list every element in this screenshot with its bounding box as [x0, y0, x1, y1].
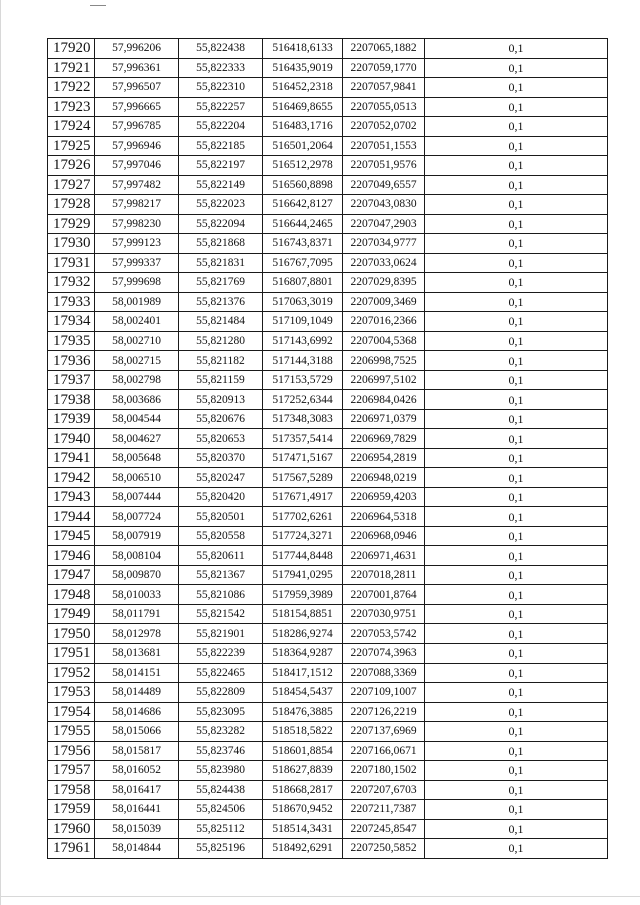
point-number-cell: 17946 — [48, 546, 95, 566]
longitude-cell: 55,821182 — [179, 351, 263, 371]
latitude-cell: 58,008104 — [95, 546, 179, 566]
longitude-cell: 55,821769 — [179, 273, 263, 293]
y-coordinate-cell: 2207126,2219 — [343, 702, 425, 722]
y-coordinate-cell: 2207211,7387 — [343, 800, 425, 820]
y-coordinate-cell: 2207049,6557 — [343, 175, 425, 195]
longitude-cell: 55,820558 — [179, 526, 263, 546]
table-row — [48, 156, 608, 176]
table-row — [48, 663, 608, 683]
longitude-cell: 55,820653 — [179, 429, 263, 449]
x-coordinate-cell: 517941,0295 — [263, 565, 343, 585]
point-number-cell: 17960 — [48, 819, 95, 839]
y-coordinate-cell: 2207065,1882 — [343, 39, 425, 59]
y-coordinate-cell: 2206969,7829 — [343, 429, 425, 449]
x-coordinate-cell: 516642,8127 — [263, 195, 343, 215]
y-coordinate-cell: 2207001,8764 — [343, 585, 425, 605]
latitude-cell: 58,014844 — [95, 839, 179, 859]
x-coordinate-cell: 517252,6344 — [263, 390, 343, 410]
point-number-cell: 17921 — [48, 58, 95, 78]
scan-left-edge — [0, 0, 1, 905]
point-number-cell: 17941 — [48, 448, 95, 468]
longitude-cell: 55,821280 — [179, 331, 263, 351]
table-row — [48, 253, 608, 273]
point-number-cell: 17929 — [48, 214, 95, 234]
longitude-cell: 55,823282 — [179, 722, 263, 742]
latitude-cell: 58,016052 — [95, 761, 179, 781]
longitude-cell: 55,820247 — [179, 468, 263, 488]
accuracy-cell: 0,1 — [425, 643, 608, 663]
accuracy-cell: 0,1 — [425, 214, 608, 234]
x-coordinate-cell: 518364,9287 — [263, 643, 343, 663]
x-coordinate-cell: 517063,3019 — [263, 292, 343, 312]
y-coordinate-cell: 2207250,5852 — [343, 839, 425, 859]
y-coordinate-cell: 2207043,0830 — [343, 195, 425, 215]
accuracy-cell: 0,1 — [425, 585, 608, 605]
x-coordinate-cell: 517567,5289 — [263, 468, 343, 488]
table-row — [48, 234, 608, 254]
latitude-cell: 58,002710 — [95, 331, 179, 351]
accuracy-cell: 0,1 — [425, 819, 608, 839]
x-coordinate-cell: 516743,8371 — [263, 234, 343, 254]
y-coordinate-cell: 2206998,7525 — [343, 351, 425, 371]
longitude-cell: 55,822149 — [179, 175, 263, 195]
table-row — [48, 722, 608, 742]
longitude-cell: 55,823746 — [179, 741, 263, 761]
latitude-cell: 57,999123 — [95, 234, 179, 254]
latitude-cell: 58,012978 — [95, 624, 179, 644]
y-coordinate-cell: 2207004,5368 — [343, 331, 425, 351]
y-coordinate-cell: 2207051,1553 — [343, 136, 425, 156]
latitude-cell: 57,996785 — [95, 117, 179, 137]
table-row — [48, 780, 608, 800]
table-row — [48, 526, 608, 546]
point-number-cell: 17954 — [48, 702, 95, 722]
longitude-cell: 55,821159 — [179, 370, 263, 390]
table-row — [48, 448, 608, 468]
page-bottom-edge — [0, 896, 640, 897]
table-row — [48, 565, 608, 585]
point-number-cell: 17934 — [48, 312, 95, 332]
longitude-cell: 55,822438 — [179, 39, 263, 59]
accuracy-cell: 0,1 — [425, 429, 608, 449]
x-coordinate-cell: 516501,2064 — [263, 136, 343, 156]
y-coordinate-cell: 2207166,0671 — [343, 741, 425, 761]
y-coordinate-cell: 2207088,3369 — [343, 663, 425, 683]
latitude-cell: 58,015039 — [95, 819, 179, 839]
latitude-cell: 58,011791 — [95, 604, 179, 624]
table-row — [48, 117, 608, 137]
x-coordinate-cell: 516512,2978 — [263, 156, 343, 176]
x-coordinate-cell: 516644,2465 — [263, 214, 343, 234]
longitude-cell: 55,821086 — [179, 585, 263, 605]
table-row — [48, 683, 608, 703]
latitude-cell: 58,007724 — [95, 507, 179, 527]
longitude-cell: 55,822465 — [179, 663, 263, 683]
y-coordinate-cell: 2207009,3469 — [343, 292, 425, 312]
point-number-cell: 17940 — [48, 429, 95, 449]
point-number-cell: 17938 — [48, 390, 95, 410]
table-row — [48, 604, 608, 624]
x-coordinate-cell: 516418,6133 — [263, 39, 343, 59]
y-coordinate-cell: 2207057,9841 — [343, 78, 425, 98]
y-coordinate-cell: 2207245,8547 — [343, 819, 425, 839]
longitude-cell: 55,824506 — [179, 800, 263, 820]
point-number-cell: 17926 — [48, 156, 95, 176]
latitude-cell: 58,005648 — [95, 448, 179, 468]
point-number-cell: 17959 — [48, 800, 95, 820]
accuracy-cell: 0,1 — [425, 351, 608, 371]
table-row — [48, 585, 608, 605]
latitude-cell: 58,014686 — [95, 702, 179, 722]
latitude-cell: 58,016417 — [95, 780, 179, 800]
y-coordinate-cell: 2206948,0219 — [343, 468, 425, 488]
accuracy-cell: 0,1 — [425, 331, 608, 351]
table-row — [48, 390, 608, 410]
x-coordinate-cell: 518454,5437 — [263, 683, 343, 703]
accuracy-cell: 0,1 — [425, 156, 608, 176]
y-coordinate-cell: 2207053,5742 — [343, 624, 425, 644]
x-coordinate-cell: 517744,8448 — [263, 546, 343, 566]
point-number-cell: 17942 — [48, 468, 95, 488]
latitude-cell: 57,996206 — [95, 39, 179, 59]
point-number-cell: 17933 — [48, 292, 95, 312]
point-number-cell: 17956 — [48, 741, 95, 761]
point-number-cell: 17927 — [48, 175, 95, 195]
latitude-cell: 57,997046 — [95, 156, 179, 176]
longitude-cell: 55,821901 — [179, 624, 263, 644]
x-coordinate-cell: 518154,8851 — [263, 604, 343, 624]
point-number-cell: 17939 — [48, 409, 95, 429]
table-row — [48, 487, 608, 507]
table-row — [48, 741, 608, 761]
point-number-cell: 17920 — [48, 39, 95, 59]
y-coordinate-cell: 2207207,6703 — [343, 780, 425, 800]
table-row — [48, 39, 608, 59]
longitude-cell: 55,825196 — [179, 839, 263, 859]
latitude-cell: 58,003686 — [95, 390, 179, 410]
latitude-cell: 58,004544 — [95, 409, 179, 429]
y-coordinate-cell: 2206964,5318 — [343, 507, 425, 527]
table-row — [48, 624, 608, 644]
x-coordinate-cell: 516452,2318 — [263, 78, 343, 98]
point-number-cell: 17958 — [48, 780, 95, 800]
longitude-cell: 55,820420 — [179, 487, 263, 507]
point-number-cell: 17922 — [48, 78, 95, 98]
table-row — [48, 97, 608, 117]
accuracy-cell: 0,1 — [425, 39, 608, 59]
y-coordinate-cell: 2206959,4203 — [343, 487, 425, 507]
latitude-cell: 58,001989 — [95, 292, 179, 312]
y-coordinate-cell: 2207034,9777 — [343, 234, 425, 254]
table-row — [48, 429, 608, 449]
point-number-cell: 17951 — [48, 643, 95, 663]
table-row — [48, 331, 608, 351]
y-coordinate-cell: 2207052,0702 — [343, 117, 425, 137]
x-coordinate-cell: 518417,1512 — [263, 663, 343, 683]
point-number-cell: 17957 — [48, 761, 95, 781]
point-number-cell: 17950 — [48, 624, 95, 644]
y-coordinate-cell: 2206971,4631 — [343, 546, 425, 566]
table-row — [48, 800, 608, 820]
accuracy-cell: 0,1 — [425, 58, 608, 78]
accuracy-cell: 0,1 — [425, 97, 608, 117]
longitude-cell: 55,821367 — [179, 565, 263, 585]
table-row — [48, 507, 608, 527]
accuracy-cell: 0,1 — [425, 761, 608, 781]
point-number-cell: 17925 — [48, 136, 95, 156]
latitude-cell: 57,996665 — [95, 97, 179, 117]
point-number-cell: 17947 — [48, 565, 95, 585]
point-number-cell: 17952 — [48, 663, 95, 683]
x-coordinate-cell: 518476,3885 — [263, 702, 343, 722]
latitude-cell: 58,007919 — [95, 526, 179, 546]
accuracy-cell: 0,1 — [425, 839, 608, 859]
y-coordinate-cell: 2206968,0946 — [343, 526, 425, 546]
point-number-cell: 17928 — [48, 195, 95, 215]
x-coordinate-cell: 517702,6261 — [263, 507, 343, 527]
accuracy-cell: 0,1 — [425, 741, 608, 761]
longitude-cell: 55,821542 — [179, 604, 263, 624]
table-row — [48, 819, 608, 839]
point-number-cell: 17943 — [48, 487, 95, 507]
latitude-cell: 58,016441 — [95, 800, 179, 820]
accuracy-cell: 0,1 — [425, 253, 608, 273]
accuracy-cell: 0,1 — [425, 409, 608, 429]
latitude-cell: 57,999698 — [95, 273, 179, 293]
latitude-cell: 58,010033 — [95, 585, 179, 605]
longitude-cell: 55,822333 — [179, 58, 263, 78]
x-coordinate-cell: 516435,9019 — [263, 58, 343, 78]
longitude-cell: 55,821376 — [179, 292, 263, 312]
accuracy-cell: 0,1 — [425, 604, 608, 624]
table-row — [48, 195, 608, 215]
x-coordinate-cell: 518601,8854 — [263, 741, 343, 761]
accuracy-cell: 0,1 — [425, 546, 608, 566]
y-coordinate-cell: 2207033,0624 — [343, 253, 425, 273]
latitude-cell: 57,996507 — [95, 78, 179, 98]
latitude-cell: 58,014151 — [95, 663, 179, 683]
point-number-cell: 17931 — [48, 253, 95, 273]
latitude-cell: 58,015066 — [95, 722, 179, 742]
point-number-cell: 17955 — [48, 722, 95, 742]
table-row — [48, 761, 608, 781]
longitude-cell: 55,820676 — [179, 409, 263, 429]
y-coordinate-cell: 2207030,9751 — [343, 604, 425, 624]
latitude-cell: 58,015817 — [95, 741, 179, 761]
table-row — [48, 292, 608, 312]
y-coordinate-cell: 2206954,2819 — [343, 448, 425, 468]
table-row — [48, 175, 608, 195]
longitude-cell: 55,823095 — [179, 702, 263, 722]
x-coordinate-cell: 517144,3188 — [263, 351, 343, 371]
table-row — [48, 58, 608, 78]
latitude-cell: 57,998230 — [95, 214, 179, 234]
table-row — [48, 78, 608, 98]
accuracy-cell: 0,1 — [425, 273, 608, 293]
accuracy-cell: 0,1 — [425, 468, 608, 488]
x-coordinate-cell: 517357,5414 — [263, 429, 343, 449]
x-coordinate-cell: 518670,9452 — [263, 800, 343, 820]
x-coordinate-cell: 518518,5822 — [263, 722, 343, 742]
table-row — [48, 468, 608, 488]
table-row — [48, 312, 608, 332]
accuracy-cell: 0,1 — [425, 702, 608, 722]
accuracy-cell: 0,1 — [425, 683, 608, 703]
x-coordinate-cell: 518627,8839 — [263, 761, 343, 781]
point-number-cell: 17935 — [48, 331, 95, 351]
longitude-cell: 55,822185 — [179, 136, 263, 156]
longitude-cell: 55,822094 — [179, 214, 263, 234]
coordinates-table — [47, 38, 608, 859]
x-coordinate-cell: 516767,7095 — [263, 253, 343, 273]
x-coordinate-cell: 517109,1049 — [263, 312, 343, 332]
y-coordinate-cell: 2207137,6969 — [343, 722, 425, 742]
accuracy-cell: 0,1 — [425, 117, 608, 137]
y-coordinate-cell: 2207180,1502 — [343, 761, 425, 781]
accuracy-cell: 0,1 — [425, 448, 608, 468]
accuracy-cell: 0,1 — [425, 663, 608, 683]
latitude-cell: 57,996946 — [95, 136, 179, 156]
latitude-cell: 57,998217 — [95, 195, 179, 215]
accuracy-cell: 0,1 — [425, 175, 608, 195]
longitude-cell: 55,821868 — [179, 234, 263, 254]
point-number-cell: 17961 — [48, 839, 95, 859]
accuracy-cell: 0,1 — [425, 195, 608, 215]
y-coordinate-cell: 2207047,2903 — [343, 214, 425, 234]
point-number-cell: 17945 — [48, 526, 95, 546]
accuracy-cell: 0,1 — [425, 78, 608, 98]
accuracy-cell: 0,1 — [425, 312, 608, 332]
table-row — [48, 370, 608, 390]
latitude-cell: 57,999337 — [95, 253, 179, 273]
table-row — [48, 643, 608, 663]
accuracy-cell: 0,1 — [425, 487, 608, 507]
x-coordinate-cell: 516560,8898 — [263, 175, 343, 195]
table-row — [48, 839, 608, 859]
y-coordinate-cell: 2207016,2366 — [343, 312, 425, 332]
longitude-cell: 55,822257 — [179, 97, 263, 117]
longitude-cell: 55,822197 — [179, 156, 263, 176]
longitude-cell: 55,821484 — [179, 312, 263, 332]
table-row — [48, 409, 608, 429]
longitude-cell: 55,821831 — [179, 253, 263, 273]
x-coordinate-cell: 517959,3989 — [263, 585, 343, 605]
latitude-cell: 58,006510 — [95, 468, 179, 488]
y-coordinate-cell: 2207055,0513 — [343, 97, 425, 117]
y-coordinate-cell: 2206971,0379 — [343, 409, 425, 429]
latitude-cell: 58,013681 — [95, 643, 179, 663]
coordinates-table-body — [48, 39, 608, 859]
point-number-cell: 17932 — [48, 273, 95, 293]
latitude-cell: 58,009870 — [95, 565, 179, 585]
latitude-cell: 57,996361 — [95, 58, 179, 78]
longitude-cell: 55,820501 — [179, 507, 263, 527]
longitude-cell: 55,824438 — [179, 780, 263, 800]
longitude-cell: 55,822239 — [179, 643, 263, 663]
accuracy-cell: 0,1 — [425, 234, 608, 254]
y-coordinate-cell: 2207029,8395 — [343, 273, 425, 293]
accuracy-cell: 0,1 — [425, 624, 608, 644]
point-number-cell: 17924 — [48, 117, 95, 137]
y-coordinate-cell: 2207051,9576 — [343, 156, 425, 176]
y-coordinate-cell: 2206984,0426 — [343, 390, 425, 410]
x-coordinate-cell: 518514,3431 — [263, 819, 343, 839]
scan-mark — [90, 5, 106, 6]
accuracy-cell: 0,1 — [425, 565, 608, 585]
latitude-cell: 58,014489 — [95, 683, 179, 703]
x-coordinate-cell: 517153,5729 — [263, 370, 343, 390]
accuracy-cell: 0,1 — [425, 390, 608, 410]
latitude-cell: 58,007444 — [95, 487, 179, 507]
point-number-cell: 17944 — [48, 507, 95, 527]
accuracy-cell: 0,1 — [425, 526, 608, 546]
x-coordinate-cell: 518492,6291 — [263, 839, 343, 859]
longitude-cell: 55,822204 — [179, 117, 263, 137]
x-coordinate-cell: 517143,6992 — [263, 331, 343, 351]
accuracy-cell: 0,1 — [425, 292, 608, 312]
latitude-cell: 58,002715 — [95, 351, 179, 371]
point-number-cell: 17923 — [48, 97, 95, 117]
point-number-cell: 17949 — [48, 604, 95, 624]
table-row — [48, 136, 608, 156]
longitude-cell: 55,820370 — [179, 448, 263, 468]
y-coordinate-cell: 2207018,2811 — [343, 565, 425, 585]
point-number-cell: 17937 — [48, 370, 95, 390]
accuracy-cell: 0,1 — [425, 780, 608, 800]
longitude-cell: 55,820913 — [179, 390, 263, 410]
longitude-cell: 55,822023 — [179, 195, 263, 215]
y-coordinate-cell: 2207109,1007 — [343, 683, 425, 703]
x-coordinate-cell: 516483,1716 — [263, 117, 343, 137]
point-number-cell: 17948 — [48, 585, 95, 605]
x-coordinate-cell: 517471,5167 — [263, 448, 343, 468]
y-coordinate-cell: 2206997,5102 — [343, 370, 425, 390]
y-coordinate-cell: 2207059,1770 — [343, 58, 425, 78]
table-row — [48, 546, 608, 566]
longitude-cell: 55,825112 — [179, 819, 263, 839]
latitude-cell: 57,997482 — [95, 175, 179, 195]
latitude-cell: 58,004627 — [95, 429, 179, 449]
latitude-cell: 58,002401 — [95, 312, 179, 332]
accuracy-cell: 0,1 — [425, 722, 608, 742]
latitude-cell: 58,002798 — [95, 370, 179, 390]
point-number-cell: 17936 — [48, 351, 95, 371]
longitude-cell: 55,822310 — [179, 78, 263, 98]
longitude-cell: 55,820611 — [179, 546, 263, 566]
y-coordinate-cell: 2207074,3963 — [343, 643, 425, 663]
table-row — [48, 273, 608, 293]
point-number-cell: 17953 — [48, 683, 95, 703]
accuracy-cell: 0,1 — [425, 370, 608, 390]
x-coordinate-cell: 518286,9274 — [263, 624, 343, 644]
x-coordinate-cell: 518668,2817 — [263, 780, 343, 800]
x-coordinate-cell: 516807,8801 — [263, 273, 343, 293]
accuracy-cell: 0,1 — [425, 507, 608, 527]
table-row — [48, 214, 608, 234]
x-coordinate-cell: 517348,3083 — [263, 409, 343, 429]
x-coordinate-cell: 517671,4917 — [263, 487, 343, 507]
point-number-cell: 17930 — [48, 234, 95, 254]
table-row — [48, 351, 608, 371]
accuracy-cell: 0,1 — [425, 136, 608, 156]
x-coordinate-cell: 517724,3271 — [263, 526, 343, 546]
longitude-cell: 55,823980 — [179, 761, 263, 781]
x-coordinate-cell: 516469,8655 — [263, 97, 343, 117]
table-row — [48, 702, 608, 722]
longitude-cell: 55,822809 — [179, 683, 263, 703]
accuracy-cell: 0,1 — [425, 800, 608, 820]
